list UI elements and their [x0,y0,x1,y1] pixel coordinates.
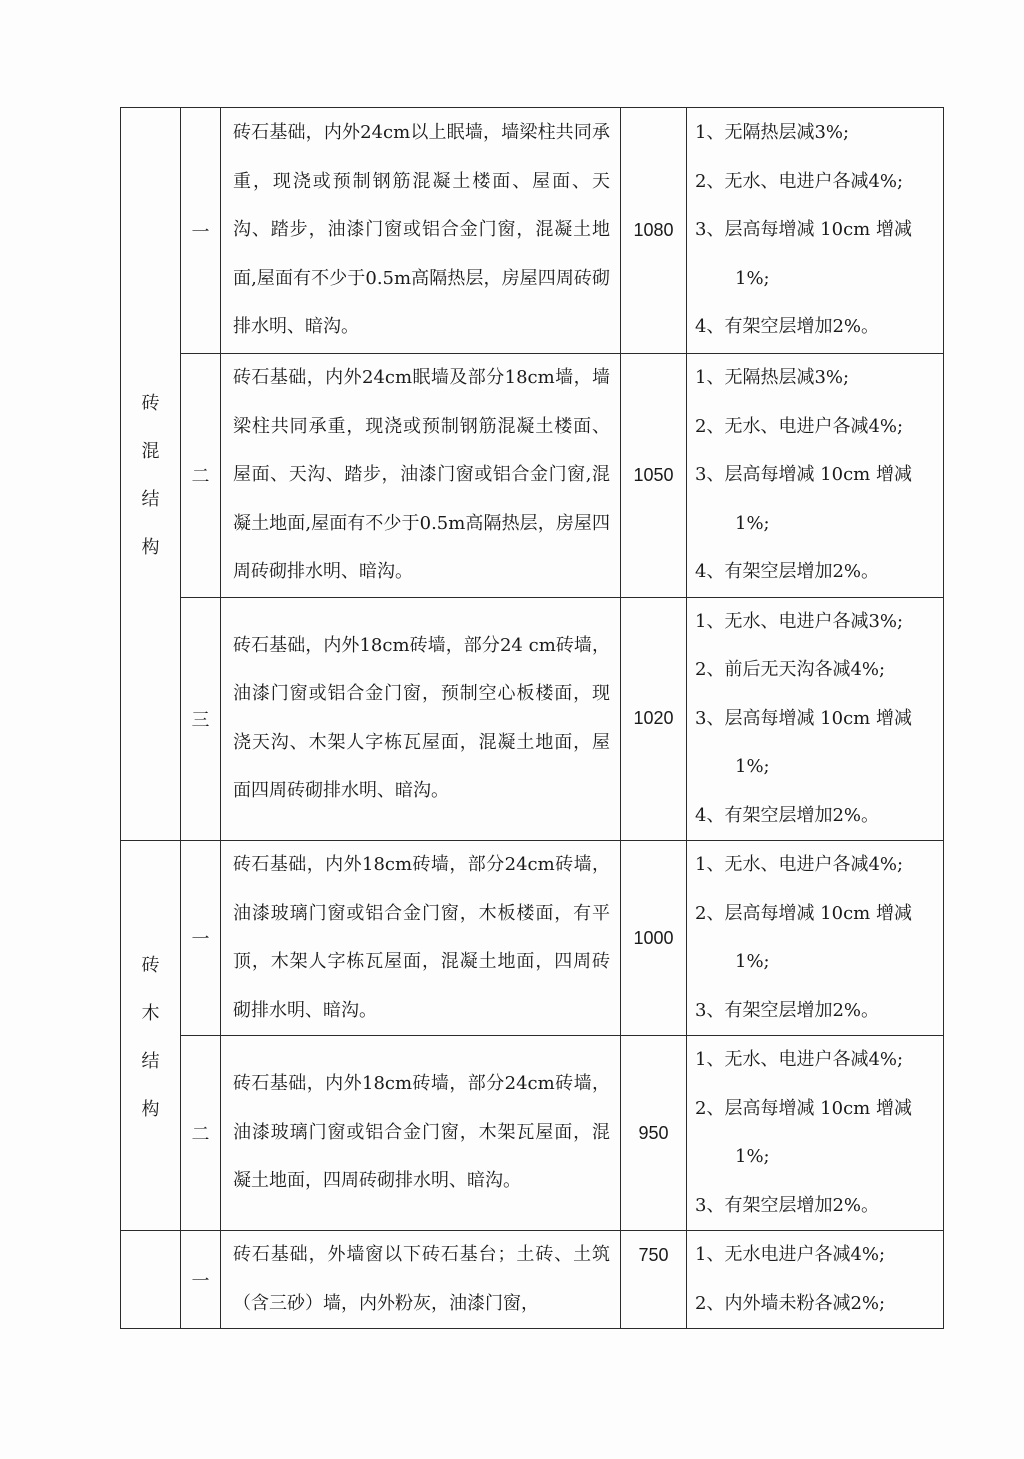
note-item: 2、内外墙未粉各减2%; [695,1292,886,1314]
price-cell: 1000 [621,841,687,1036]
category-char: 结 [141,1050,160,1072]
note-item: 2、层高每增减 10cm 增减 [695,1097,912,1119]
price-cell: 1080 [621,108,687,354]
description-text: 砖石基础，外墙窗以下砖石基台；土砖、土筑（含三砂）墙，内外粉灰，油漆门窗， [233,1244,610,1314]
note-item: 3、有架空层增加2%。 [695,1194,880,1216]
note-item: 3、层高每增减 10cm 增减 [695,464,912,485]
note-item: 1、无水电进户各减4%; [695,1244,886,1265]
grade-cell: 三 [181,597,221,841]
table-row [121,841,944,1036]
notes-cell [687,1036,944,1231]
note-item: 2、前后无天沟各减4%; [695,659,886,680]
description-text: 砖石基础，内外18cm砖墙，部分24cm砖墙，油漆玻璃门窗或铝合金门窗，木板楼面，有平顶，木架人字栋瓦屋面，混凝土地面，四周砖砌排水明、暗沟。 [233,854,610,1021]
note-item: 4、有架空层增加2%。 [695,804,880,826]
note-item: 1%; [735,512,770,534]
table-row [121,1036,944,1231]
grade-cell: 一 [181,108,221,354]
table-row [121,354,944,598]
note-item: 3、层高每增减 10cm 增减 [695,219,912,241]
note-item: 1%; [735,951,770,972]
note-item: 4、有架空层增加2%。 [695,561,880,582]
note-item: 3、有架空层增加2%。 [695,999,880,1021]
description-cell [221,354,621,598]
note-item: 2、层高每增减 10cm 增减 [695,902,912,924]
note-item: 1、无水、电进户各减4%; [695,854,904,875]
note-item: 2、无水、电进户各减4%; [695,415,904,437]
note-item: 1%; [735,756,770,777]
note-item: 1、无水、电进户各减4%; [695,1049,904,1070]
notes-cell [687,108,944,354]
category-char: 混 [141,441,160,462]
note-item: 1%; [735,1146,770,1167]
notes-cell [687,597,944,841]
category-cell [121,108,181,841]
price-cell: 950 [621,1036,687,1231]
note-item: 1、无隔热层减3%; [695,122,850,144]
category-char: 结 [141,489,160,510]
description-cell [221,597,621,841]
note-item: 1、无隔热层减3%; [695,367,850,388]
category-char: 砖 [141,393,160,414]
note-item: 3、层高每增减 10cm 增减 [695,707,912,729]
description-text: 砖石基础，内外24cm以上眠墙，墙梁柱共同承重，现浇或预制钢筋混凝土楼面、屋面、天沟、踏步，油漆门窗或铝合金门窗，混凝土地面,屋面有不少于0.5m高隔热层，房屋四周砖砌排水明、暗沟。 [233,122,610,338]
price-cell: 1050 [621,354,687,598]
description-cell [221,108,621,354]
notes-cell [687,354,944,598]
table-row [121,108,944,354]
price-cell: 1020 [621,597,687,841]
price-cell: 750 [621,1231,687,1329]
description-text: 砖石基础，内外18cm砖墙，部分24cm砖墙，油漆玻璃门窗或铝合金门窗，木架瓦屋面，混凝土地面，四周砖砌排水明、暗沟。 [233,1073,610,1192]
description-text: 砖石基础，内外18cm砖墙，部分24 cm砖墙，油漆门窗或铝合金门窗，预制空心板楼面，现浇天沟、木架人字栋瓦屋面，混凝土地面，屋面四周砖砌排水明、暗沟。 [233,634,610,802]
description-text: 砖石基础，内外24cm眠墙及部分18cm墙，墙梁柱共同承重，现浇或预制钢筋混凝土楼面、屋面、天沟、踏步，油漆门窗或铝合金门窗,混凝土地面,屋面有不少于0.5m高隔热层，房屋四周砖砌排水明、暗沟。 [233,367,610,582]
building-price-table [120,107,944,1329]
table-row [121,597,944,841]
note-item: 2、无水、电进户各减4%; [695,170,904,192]
category-char: 木 [141,1002,160,1024]
note-item: 1、无水、电进户各减3%; [695,610,904,632]
note-item: 1%; [735,267,770,289]
description-cell [221,841,621,1036]
category-char: 砖 [141,954,160,976]
grade-cell: 二 [181,354,221,598]
description-cell [221,1231,621,1329]
grade-cell: 二 [181,1036,221,1231]
grade-cell: 一 [181,1231,221,1329]
category-cell [121,841,181,1231]
description-cell [221,1036,621,1231]
category-cell [121,1231,181,1329]
category-char: 构 [141,537,160,558]
notes-cell [687,1231,944,1329]
notes-cell [687,841,944,1036]
note-item: 4、有架空层增加2%。 [695,316,880,338]
category-char: 构 [141,1098,160,1120]
grade-cell: 一 [181,841,221,1036]
table-row [121,1231,944,1329]
